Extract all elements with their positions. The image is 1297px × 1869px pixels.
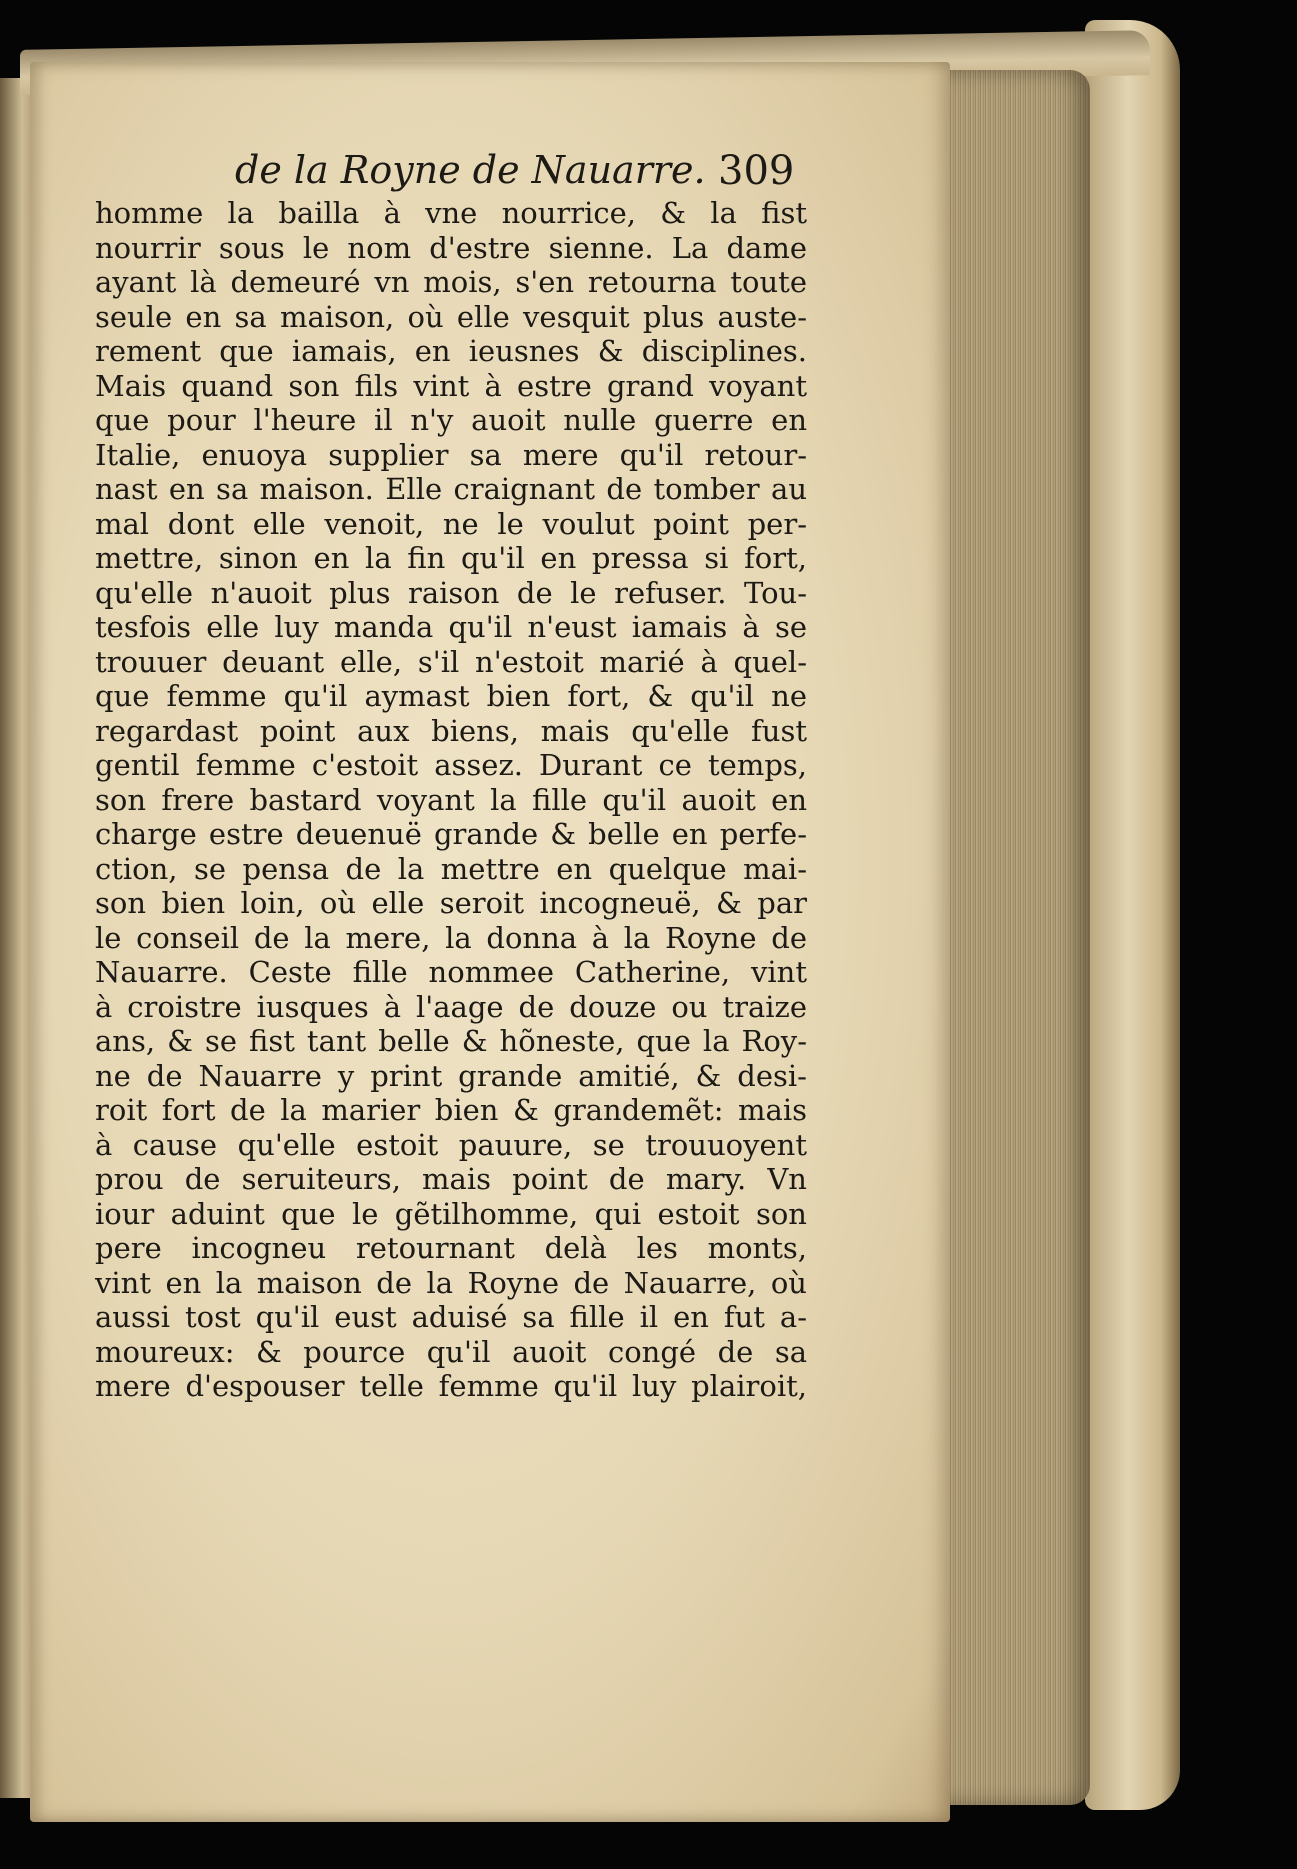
- book-fore-edge: [945, 70, 1090, 1805]
- text-line: prou de seruiteurs, mais point de mary. Vn: [95, 1162, 807, 1196]
- text-line: pere incogneu retournant delà les monts,: [95, 1231, 807, 1265]
- text-line: à cause qu'elle estoit pauure, se trouuoyent: [95, 1127, 807, 1162]
- text-line: à croistre iusques à l'aage de douze ou traize: [95, 989, 807, 1024]
- text-line: moureux: & pource qu'il auoit congé de sa: [95, 1334, 807, 1369]
- text-line: ction, se pensa de la mettre en quelque mai-: [95, 851, 807, 886]
- text-line: Italie, enuoya supplier sa mere qu'il retour-: [95, 437, 807, 472]
- running-head: de la Royne de Nauarre.: [235, 148, 706, 192]
- text-line: son bien loin, où elle seroit incogneuë, & par: [95, 886, 807, 920]
- text-line: regardast point aux biens, mais qu'elle fust: [95, 713, 807, 748]
- text-line: mere d'espouser telle femme qu'il luy plairoit,: [95, 1369, 807, 1403]
- text-line: vint en la maison de la Royne de Nauarre, où: [95, 1265, 807, 1300]
- book-binding-edge: [1085, 20, 1180, 1810]
- text-line: tesfois elle luy manda qu'il n'eust iamais à se: [95, 610, 807, 644]
- text-line: qu'elle n'auoit plus raison de le refuser. Tou-: [95, 575, 807, 610]
- text-line: son frere bastard voyant la fille qu'il auoit en: [95, 782, 807, 817]
- text-line: Nauarre. Ceste fille nommee Catherine, vint: [95, 955, 807, 989]
- text-line: roit fort de la marier bien & grandemẽt: mais: [95, 1093, 807, 1127]
- text-line: rement que iamais, en ieusnes & disciplines.: [95, 334, 807, 368]
- text-line: que pour l'heure il n'y auoit nulle guerre en: [95, 403, 807, 437]
- text-line: aussi tost qu'il eust aduisé sa fille il en fut a-: [95, 1300, 807, 1334]
- text-line: ayant là demeuré vn mois, s'en retourna toute: [95, 265, 807, 299]
- text-line: que femme qu'il aymast bien fort, & qu'il ne: [95, 679, 807, 713]
- text-line: nast en sa maison. Elle craignant de tomber au: [95, 472, 807, 506]
- text-line: nourrir sous le nom d'estre sienne. La dame: [95, 230, 807, 265]
- text-line: mal dont elle venoit, ne le voulut point per-: [95, 506, 807, 541]
- text-line: ne de Nauarre y print grande amitié, & desi-: [95, 1058, 807, 1093]
- text-line: Mais quand son fils vint à estre grand voyant: [95, 368, 807, 403]
- text-line: le conseil de la mere, la donna à la Royne de: [95, 920, 807, 955]
- text-line: iour aduint que le gẽtilhomme, qui estoit son: [95, 1196, 807, 1231]
- page-number: 309: [718, 148, 795, 194]
- text-line: ans, & se fist tant belle & hõneste, que la Roy-: [95, 1024, 807, 1058]
- text-line: seule en sa maison, où elle vesquit plus auste-: [95, 299, 807, 334]
- text-line: trouuer deuant elle, s'il n'estoit marié à quel-: [95, 644, 807, 679]
- text-line: mettre, sinon en la fin qu'il en pressa si fort,: [95, 541, 807, 575]
- body-text: [95, 196, 807, 1404]
- text-line: charge estre deuenuë grande & belle en perfe-: [95, 817, 807, 851]
- text-line: gentil femme c'estoit assez. Durant ce temps,: [95, 748, 807, 782]
- text-line: homme la bailla à vne nourrice, & la fist: [95, 196, 807, 230]
